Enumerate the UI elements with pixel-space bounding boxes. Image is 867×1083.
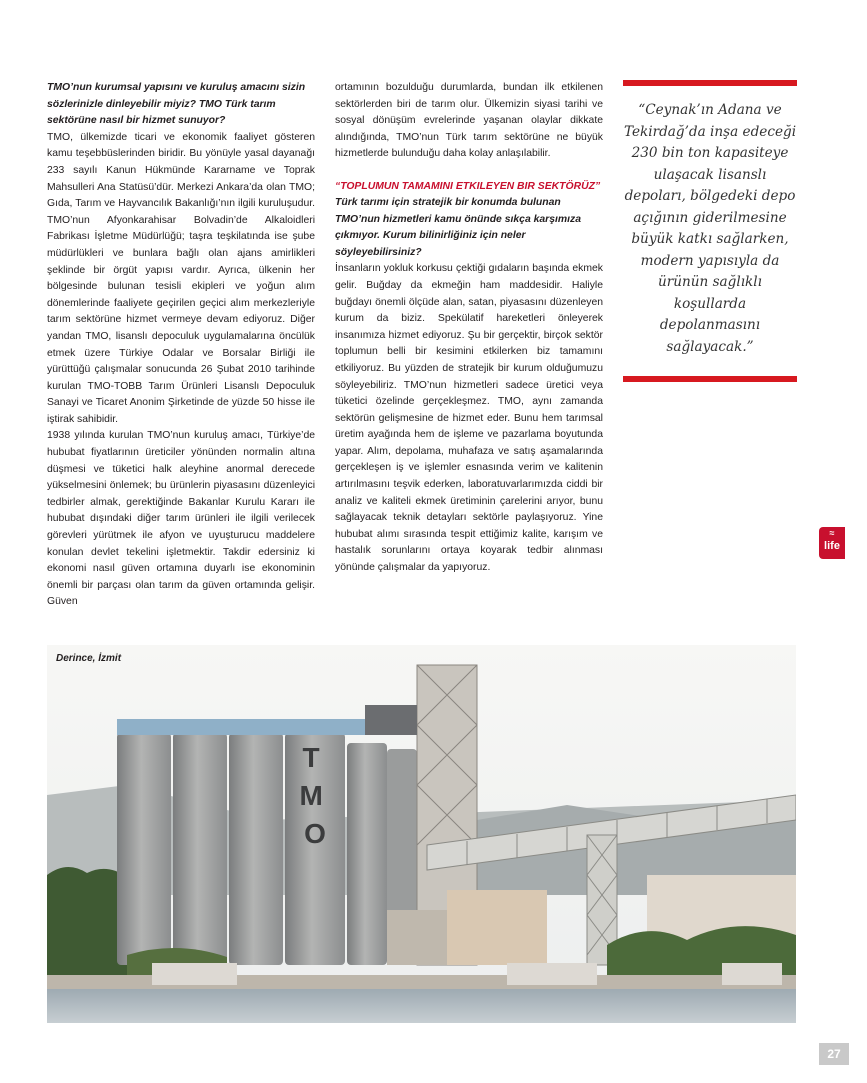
pull-quote-text: “Ceynak’ın Adana ve Tekirdağ’da inşa edeceği 230 bin ton kapasiteye ulaşacak lisanslı depoları, bölgedeki depo açığının giderilmesine büyük katkı sağlarken, modern yapısıyla da ürünün sağlıklı koşullarda depolanmasını sağlayacak.” bbox=[623, 102, 797, 355]
text-column-left bbox=[47, 80, 315, 611]
silo-photo bbox=[47, 645, 796, 1023]
silo-group bbox=[117, 719, 417, 965]
silo-letter-m: M bbox=[299, 780, 323, 811]
silo-letter-t: T bbox=[302, 742, 320, 773]
photo-caption: Derince, İzmit bbox=[56, 653, 122, 664]
page-number: 27 bbox=[819, 1043, 849, 1065]
interview-question: TMO’nun kurumsal yapısını ve kuruluş amacını sizin sözlerinizle dinleyebilir miyiz? TMO Türk tarım sektörüne nasıl bir hizmet sunuyor? bbox=[47, 82, 306, 127]
pull-quote bbox=[623, 80, 797, 382]
text-column-middle bbox=[335, 80, 603, 577]
section-subhead: “TOPLUMUN TAMAMINI ETKILEYEN BIR SEKTÖRÜZ” bbox=[335, 180, 601, 192]
interview-question: Türk tarımı için stratejik bir konumda bulunan TMO’nun hizmetleri kamu önünde sıkça karşımıza çıkmıyor. Kurum bilinirliğiniz için neler söyleyebilirsiniz? bbox=[335, 196, 581, 258]
silo-letter-o: O bbox=[304, 818, 326, 849]
logo-swirl-icon: ≈ bbox=[829, 528, 835, 538]
body-paragraph: TMO, ülkemizde ticari ve ekonomik faaliyet gösteren kamu teşebbüslerinden biridir. Bu yönüyle yasal dayanağı 233 sayılı Kanun Hükmünde Kararname ve Toprak Mahsulleri Ana Statüsü’dür. Merkezi Ankara’da olan TMO; Gıda, Tarım ve Hayvancılık Bakanlığı’nın ilgili kuruluşudur. TMO’nun Afyonkarahisar Bolvadin’de Alkaloidleri Fabrikası İşletme Müdürlüğü; taşra teşkilatında ise şube müdürlükleri ve bunlara bağlı olan ajans amirlikleri şeklinde bir örgüt yapısı vardır. Ayrıca, ülkenin her bölgesinde bulunan tesisli ekipleri ve yoğun alım dönemlerinde faaliyete geçirilen geçici alım merkezleriyle tarım sektörüne hizmet vermeye devam ediyoruz. Diğer yandan TMO, lisanslı depoculuk uygulamalarına öncülük etmek üzere Türkiye Odalar ve Borsalar Birliği ile yürüttüğü çalışmalar sonucunda 26 Şubat 2010 tarihinde kurulan TMO-TOBB Tarım Ürünleri Lisanslı Depoculuk Sanayi ve Ticaret Anonim Şirketinde de yüzde 50 hisse ile iştirak sahibidir. bbox=[47, 131, 315, 425]
logo-text: life bbox=[824, 540, 840, 552]
silo-illustration bbox=[47, 645, 796, 1023]
body-paragraph: 1938 yılında kurulan TMO’nun kuruluş amacı, Türkiye’de hububat fiyatlarının üreticiler yönünden normalin altına düşmesi ve tüketici halk aleyhine anormal derecede yükselmesini önlemek; bu ürünlerin piyasasını düzenleyici tedbirler almak, gerektiğinde Bakanlar Kurulu Kararı ile hububat dışındaki diğer tarım ürünleri ile ilgili verilecek görevleri yürütmek ile afyon ve uyuşturucu maddelere konulan devlet tekelini işletmektir. Takdir edersiniz ki ekonomi nasıl güven ortamına duyarlı ise ekonominin önemli bir parçası olan tarım da güven ortamında gelişir. Güven bbox=[47, 430, 315, 608]
magazine-logo-tab bbox=[819, 527, 845, 559]
body-paragraph: ortamının bozulduğu durumlarda, bundan ilk etkilenen sektörlerden biri de tarım olur. Ülkemizin siyasi tarihi ve sosyal dönüşüm evrelerinde yaşanan olaylar dikkate alındığında, TMO’nun Türk tarım sektörüne ne büyük hizmetlerde bulunduğu daha kolay anlaşılabilir. bbox=[335, 82, 603, 160]
svg-text:T M O bbox=[299, 742, 330, 849]
body-paragraph: İnsanların yokluk korkusu çektiği gıdaların başında ekmek gelir. Buğday da ekmeğin ham maddesidir. Haliyle buğdayı önemli ölçüde alan, satan, piyasasını düzenleyen kurum da biziz. Spekülatif hareketleri önleyerek insanımıza hizmet ediyoruz. Şu bir gerçektir, birçok sektör toplumun belli bir kesimini etkilerken biz tamamını etkiliyoruz. Bu yüzden de stratejik bir kurum olduğumuzu söyleyebiliriz. TMO’nun hizmetleri sadece üretici veya tüketici özelinde gerçekleşmez. TMO, aynı zamanda sektörün gelişmesine de hizmet eder. Bunu hem tarımsal üretim ayağında hem de işleme ve pazarlama boyutunda yapar. Alım, depolama, muhafaza ve satış aşamalarında gerçekleşen iş ve işlemler esnasında verim ve kalitenin artırılmasını teşvik ederken, laboratuvarlarımızda ciddi bir analiz ve kaliteli ekmek üretiminin çarelerini arıyor, bunu sağlayacak teknik detayları sektörle paylaşıyoruz. Yine hububat alımı sırasında tespit ettiğimiz kalite, karışım ve hastalık sorunlarını ortaya koyarak tedbir alınması yönünde çalışmalar da yapıyoruz. bbox=[335, 263, 603, 574]
